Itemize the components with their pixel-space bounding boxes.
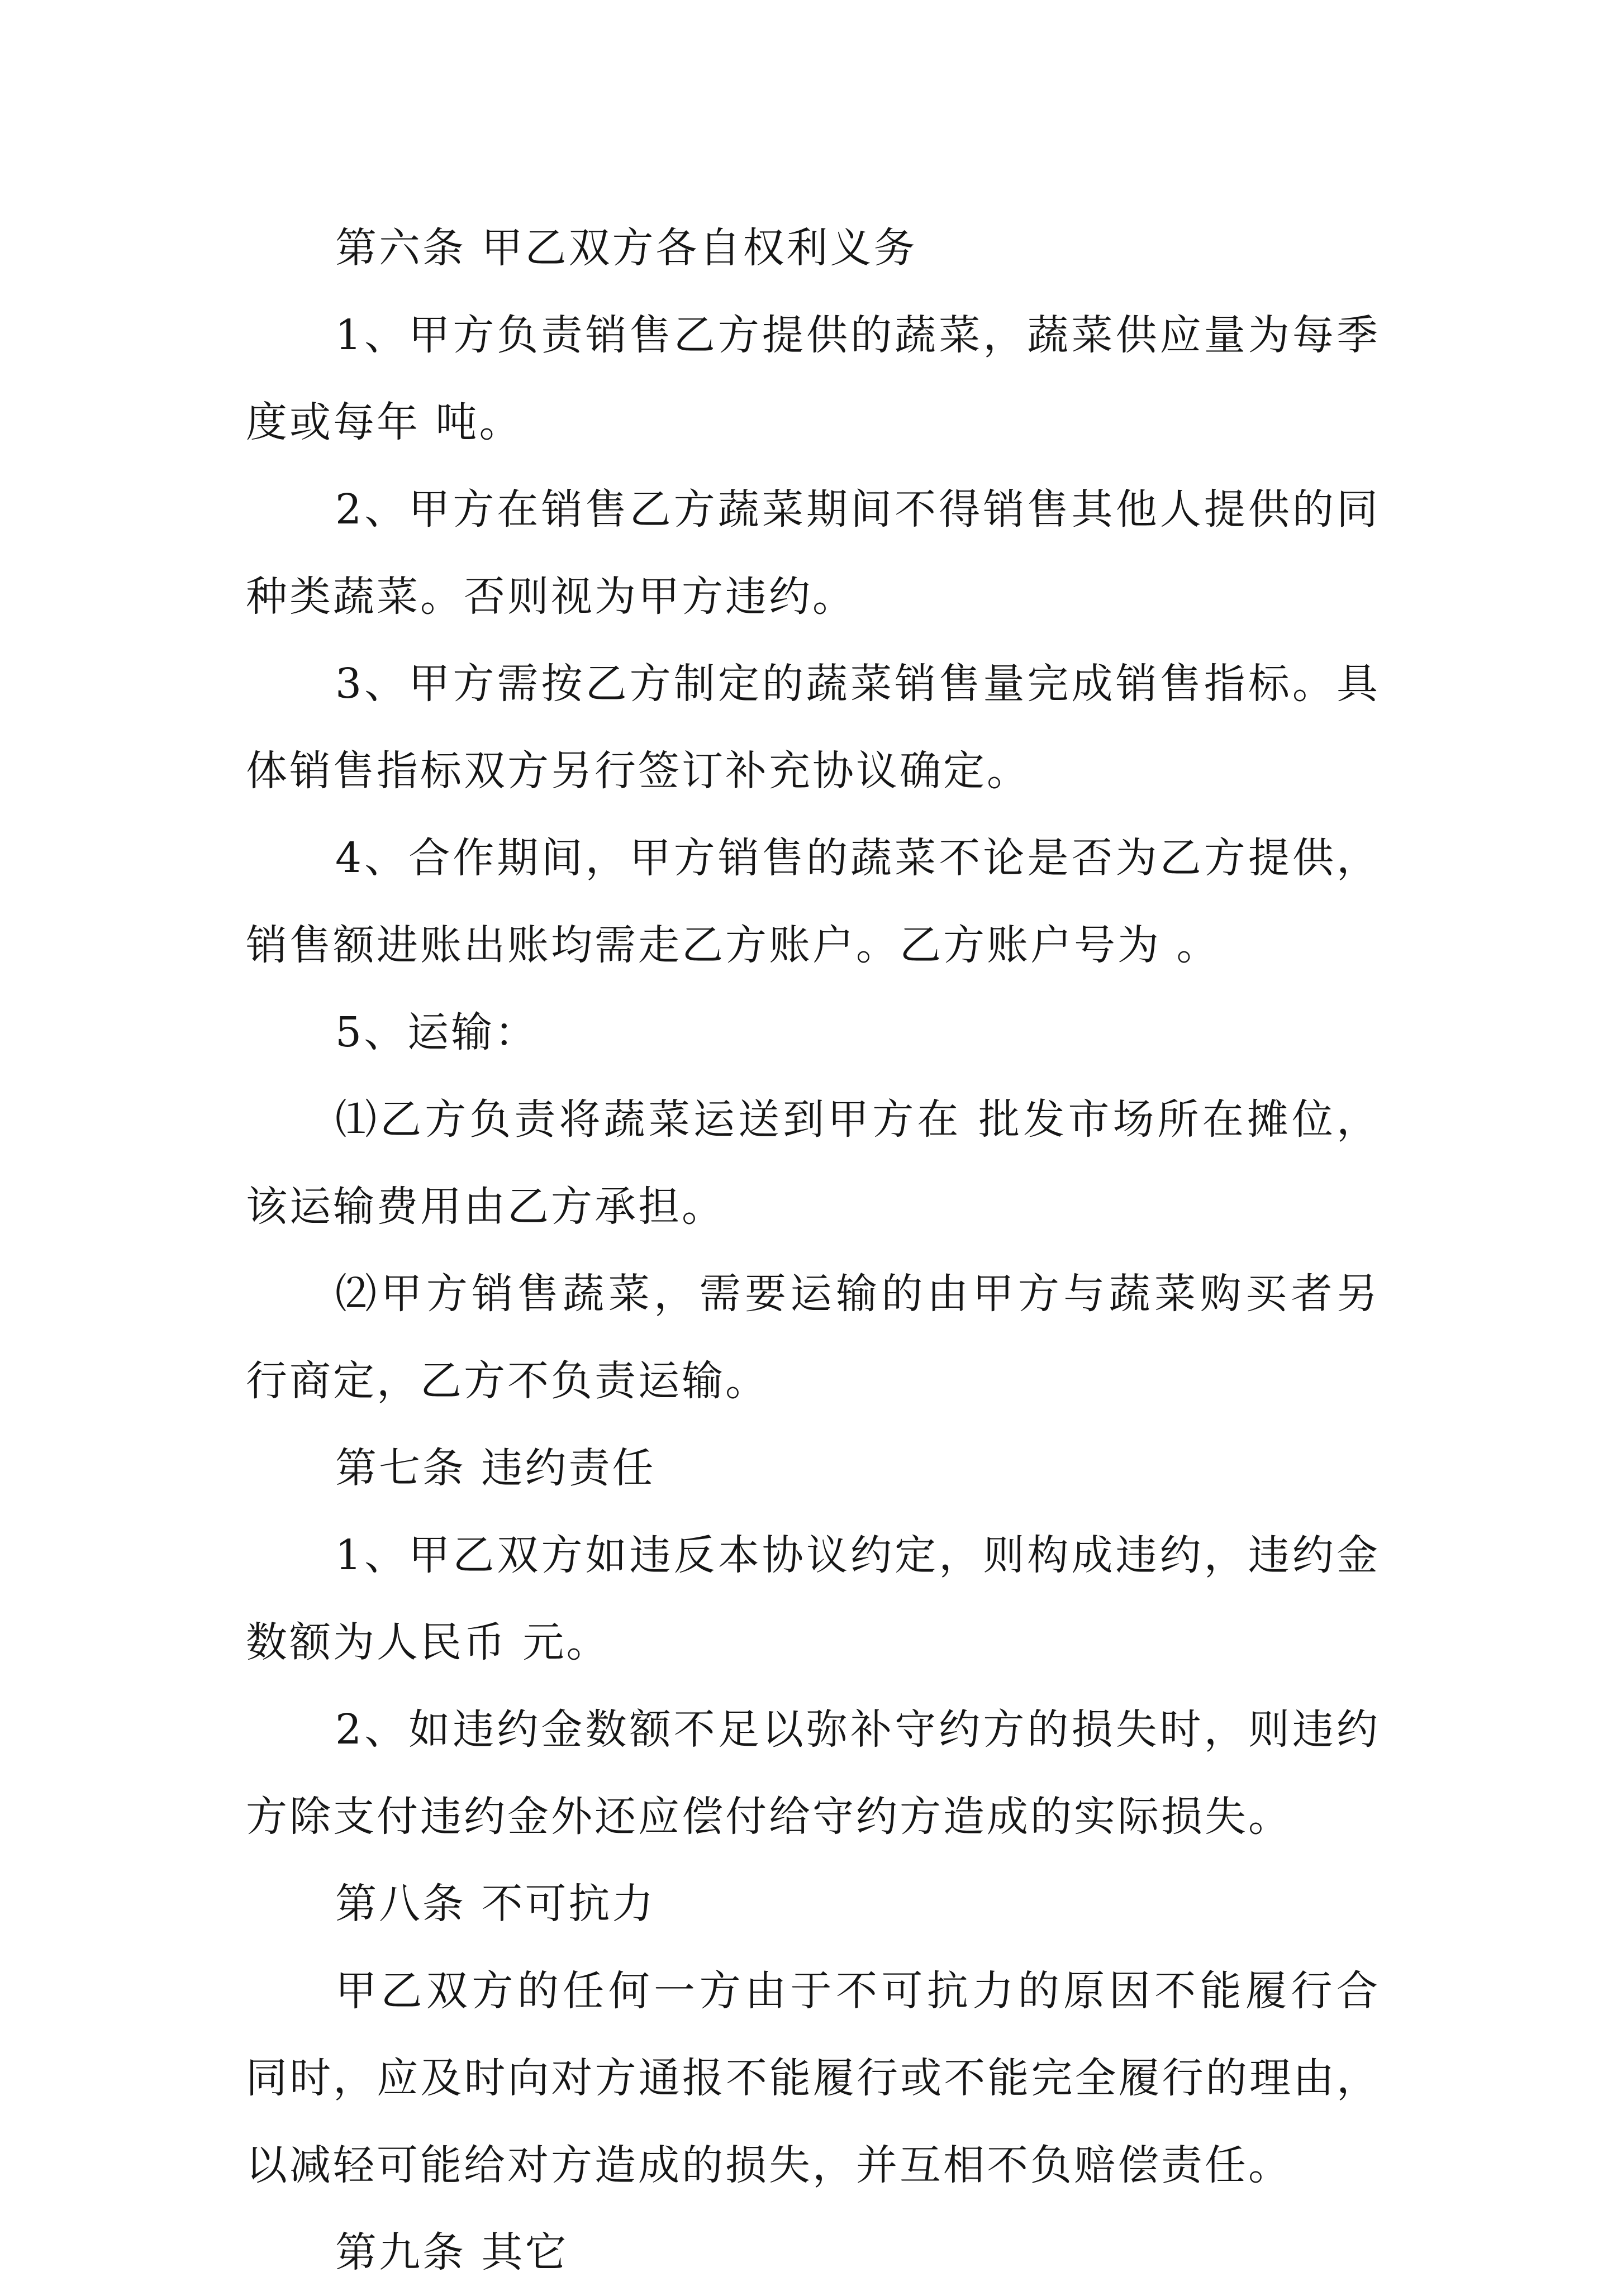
paragraph-6-5-1: ⑴乙方负责将蔬菜运送到甲方在 批发市场所在摊位，该运输费用由乙方承担。 — [246, 1095, 1380, 1231]
paragraph-7-1: 1、甲乙双方如违反本协议约定，则构成违约，违约金数额为人民币 元。 — [246, 1531, 1380, 1666]
paragraph-7-2: 2、如违约金数额不足以弥补守约方的损失时，则违约方除支付违约金外还应偿付给守约方造成的实际损失。 — [246, 1706, 1380, 1841]
paragraph-6-5: 5、运输： — [335, 1008, 539, 1056]
section-heading-article-8: 第八条 不可抗力 — [335, 1880, 656, 1928]
paragraph-6-4: 4、合作期间，甲方销售的蔬菜不论是否为乙方提供，销售额进账出账均需走乙方账户。乙方账户号为 。 — [246, 834, 1380, 969]
section-heading-article-6: 第六条 甲乙双方各自权利义务 — [335, 224, 917, 272]
section-heading-article-9: 第九条 其它 — [335, 2228, 569, 2276]
paragraph-6-5-2: ⑵甲方销售蔬菜，需要运输的由甲方与蔬菜购买者另行商定，乙方不负责运输。 — [246, 1270, 1380, 1405]
paragraph-6-1: 1、甲方负责销售乙方提供的蔬菜，蔬菜供应量为每季度或每年 吨。 — [246, 311, 1380, 446]
paragraph-6-2: 2、甲方在销售乙方蔬菜期间不得销售其他人提供的同种类蔬菜。否则视为甲方违约。 — [246, 485, 1380, 621]
section-heading-article-7: 第七条 违约责任 — [335, 1444, 656, 1492]
document-body — [246, 204, 1380, 2296]
paragraph-8: 甲乙双方的任何一方由于不可抗力的原因不能履行合同时，应及时向对方通报不能履行或不能完全履行的理由，以减轻可能给对方造成的损失，并互相不负赔偿责任。 — [246, 1967, 1380, 2189]
paragraph-6-3: 3、甲方需按乙方制定的蔬菜销售量完成销售指标。具体销售指标双方另行签订补充协议确定。 — [246, 660, 1380, 795]
